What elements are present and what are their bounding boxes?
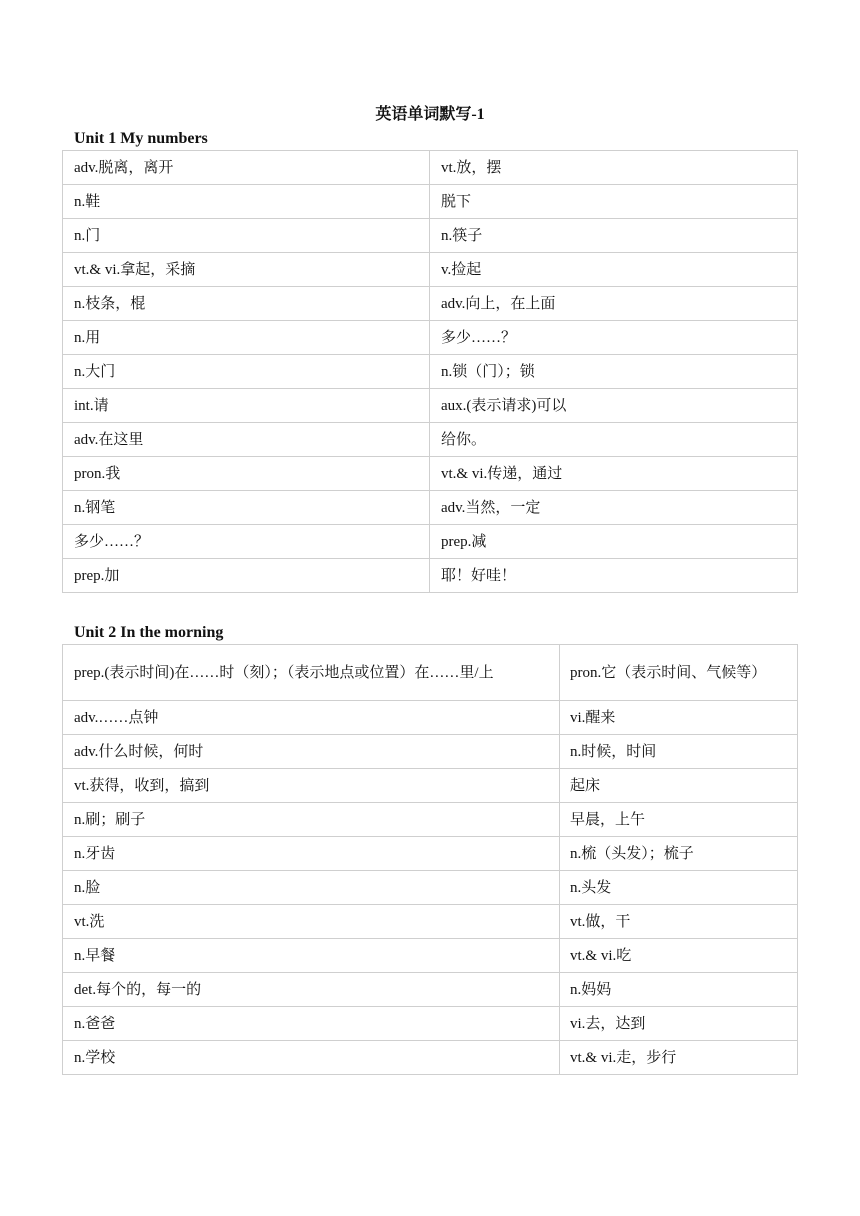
table-row — [63, 837, 798, 871]
table-cell: vi.醒来 — [560, 701, 798, 735]
table-cell: v.捡起 — [430, 253, 798, 287]
table-row — [63, 769, 798, 803]
unit2-heading: Unit 2 In the morning — [74, 624, 224, 641]
table-row — [63, 253, 798, 287]
table-cell: n.妈妈 — [560, 973, 798, 1007]
table-cell: int.请 — [63, 389, 430, 423]
table-cell: 多少……？ — [430, 321, 798, 355]
table-cell: vt.获得，收到，搞到 — [63, 769, 560, 803]
table-cell: prep.(表示时间)在……时（刻）；（表示地点或位置）在……里/上 — [63, 645, 560, 701]
table-cell: n.牙齿 — [63, 837, 560, 871]
table-cell: prep.加 — [63, 559, 430, 593]
table-row — [63, 905, 798, 939]
table-cell: 多少……？ — [63, 525, 430, 559]
table-row — [63, 321, 798, 355]
table-cell: n.爸爸 — [63, 1007, 560, 1041]
table-row — [63, 701, 798, 735]
table-cell: pron.我 — [63, 457, 430, 491]
table-cell: n.用 — [63, 321, 430, 355]
table-cell: n.钢笔 — [63, 491, 430, 525]
table-cell: n.鞋 — [63, 185, 430, 219]
table-cell: vt.& vi.走，步行 — [560, 1041, 798, 1075]
table-row — [63, 559, 798, 593]
table-cell: n.枝条，棍 — [63, 287, 430, 321]
table-row — [63, 1041, 798, 1075]
table-cell: adv.在这里 — [63, 423, 430, 457]
table-cell: 耶！好哇！ — [430, 559, 798, 593]
table-cell: vt.& vi.传递，通过 — [430, 457, 798, 491]
table-cell: 早晨，上午 — [560, 803, 798, 837]
table-cell: n.头发 — [560, 871, 798, 905]
table-cell: n.大门 — [63, 355, 430, 389]
table-row — [63, 287, 798, 321]
table-row — [63, 457, 798, 491]
table-cell: adv.当然，一定 — [430, 491, 798, 525]
page-title: 英语单词默写-1 — [375, 106, 485, 123]
table-row — [63, 151, 798, 185]
table-row — [63, 1007, 798, 1041]
table-row — [63, 355, 798, 389]
table-row — [63, 491, 798, 525]
table-row — [63, 803, 798, 837]
table-cell: vt.洗 — [63, 905, 560, 939]
table-cell: vt.& vi.吃 — [560, 939, 798, 973]
table-row — [63, 939, 798, 973]
table-row — [63, 645, 798, 701]
table-cell: 给你。 — [430, 423, 798, 457]
unit1-vocab-table — [62, 150, 798, 593]
table-cell: n.时候，时间 — [560, 735, 798, 769]
table-cell: pron.它（表示时间、气候等） — [560, 645, 798, 701]
table-row — [63, 389, 798, 423]
table-cell: 起床 — [560, 769, 798, 803]
table-row — [63, 871, 798, 905]
table-row — [63, 423, 798, 457]
table-cell: adv.什么时候，何时 — [63, 735, 560, 769]
table-cell: n.门 — [63, 219, 430, 253]
table-row — [63, 219, 798, 253]
unit2-vocab-table — [62, 644, 798, 1075]
table-cell: n.早餐 — [63, 939, 560, 973]
table-cell: n.梳（头发）；梳子 — [560, 837, 798, 871]
table-cell: vt.放，摆 — [430, 151, 798, 185]
table-row — [63, 973, 798, 1007]
table-cell: n.刷；刷子 — [63, 803, 560, 837]
table-row — [63, 185, 798, 219]
unit1-heading: Unit 1 My numbers — [74, 130, 208, 147]
table-cell: vi.去，达到 — [560, 1007, 798, 1041]
table-cell: n.学校 — [63, 1041, 560, 1075]
table-cell: n.筷子 — [430, 219, 798, 253]
table-cell: vt.做，干 — [560, 905, 798, 939]
table-cell: prep.减 — [430, 525, 798, 559]
table-cell: adv.……点钟 — [63, 701, 560, 735]
table-cell: 脱下 — [430, 185, 798, 219]
table-cell: det.每个的，每一的 — [63, 973, 560, 1007]
table-row — [63, 735, 798, 769]
table-row — [63, 525, 798, 559]
table-cell: adv.脱离，离开 — [63, 151, 430, 185]
table-cell: n.锁（门）；锁 — [430, 355, 798, 389]
table-cell: aux.(表示请求)可以 — [430, 389, 798, 423]
table-cell: adv.向上，在上面 — [430, 287, 798, 321]
table-cell: vt.& vi.拿起，采摘 — [63, 253, 430, 287]
table-cell: n.脸 — [63, 871, 560, 905]
